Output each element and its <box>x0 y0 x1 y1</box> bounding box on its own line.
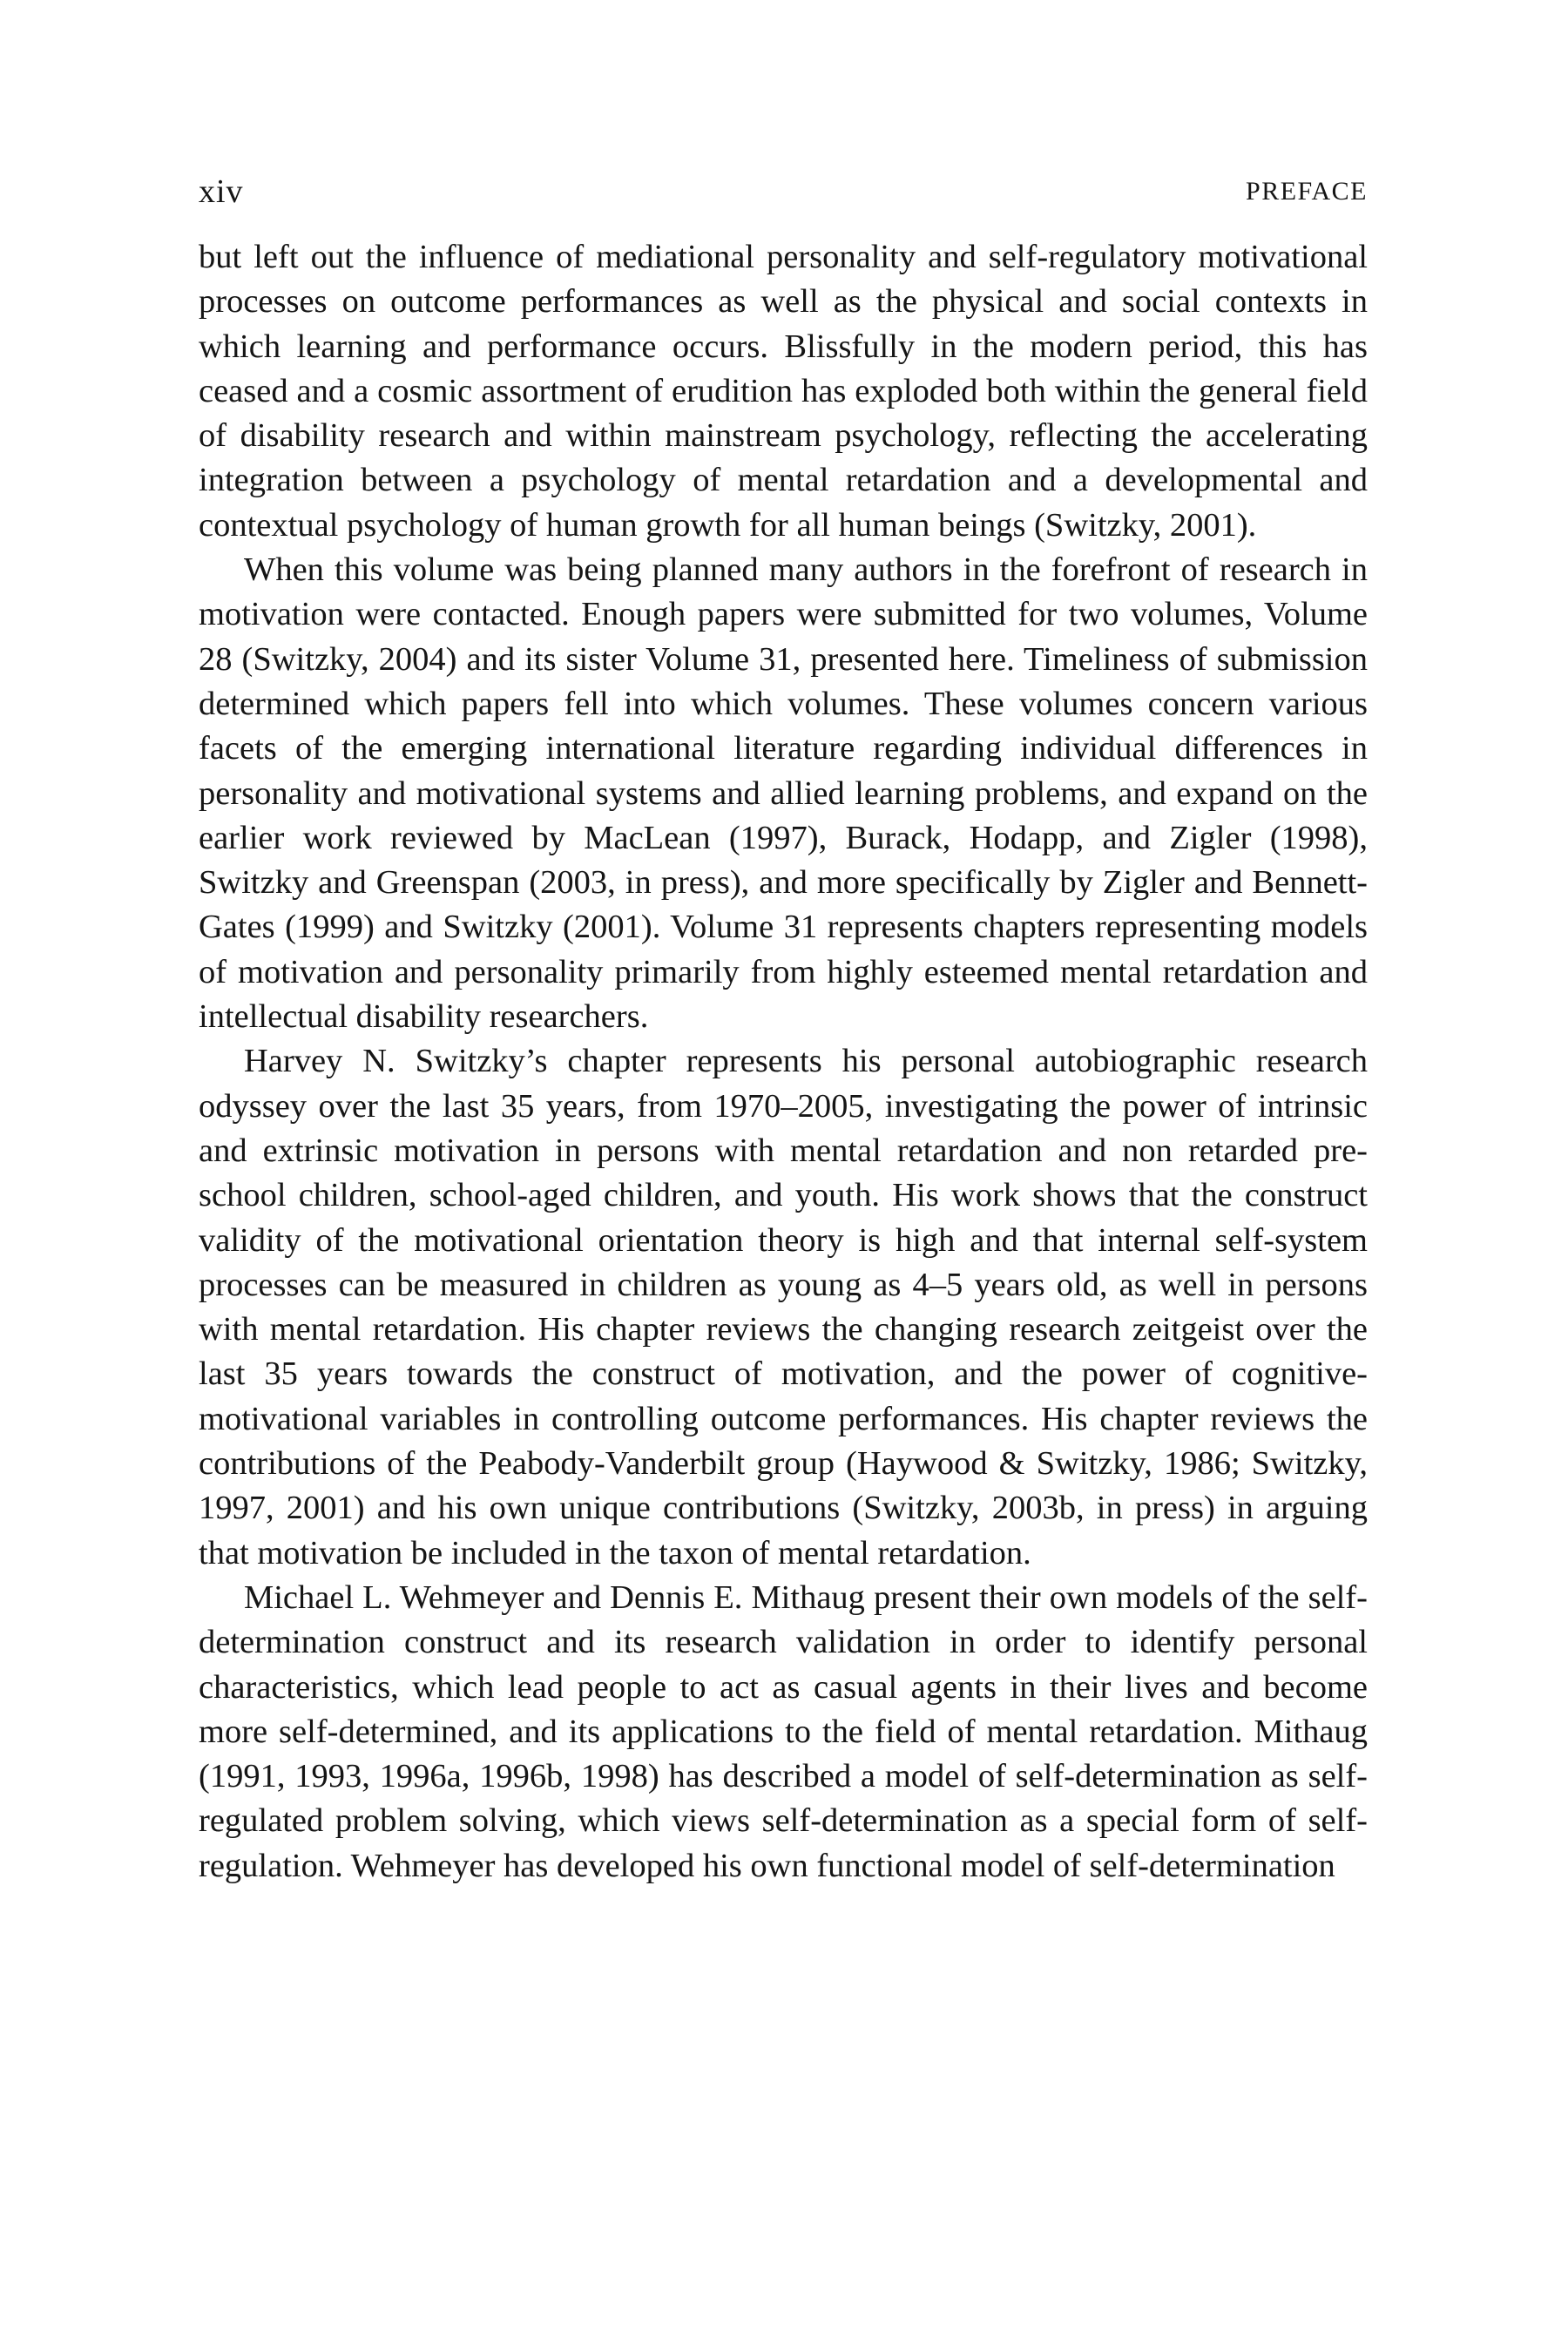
paragraph-volume-planning: When this volume was being planned many authors in the forefront of research in motivation were contacted. Enough papers were submitted for two volumes, Volume 28 (Switzky, 2004) and its sister Volume 31, presented here. Timeliness of submission determined which papers fell into which volumes. These volumes concern various facets of the emerging international literature regarding individual differences in personality and motivational systems and allied learning problems, and expand on the earlier work reviewed by MacLean (1997), Burack, Hodapp, and Zigler (1998), Switzky and Greenspan (2003, in press), and more specifically by Zigler and Bennett-Gates (1999) and Switzky (2001). Volume 31 represents chapters representing models of motivation and personality primarily from highly esteemed mental retardation and intellectual disability researchers. <box>199 551 1368 1036</box>
book-page <box>199 166 1368 1889</box>
running-head <box>199 166 1368 218</box>
paragraph-wehmeyer-mithaug: Michael L. Wehmeyer and Dennis E. Mithaug present their own models of the self-determination construct and its research validation in order to identify personal characteristics, which lead people to act as casual agents in their lives and become more self-determined, and its applications to the field of mental retardation. Mithaug (1991, 1993, 1996a, 1996b, 1998) has described a model of self-determination as self-regulated problem solving, which views self-determination as a special form of self-regulation. Wehmeyer has developed his own functional model of self-determination <box>199 1578 1368 1884</box>
paragraph-continued: but left out the influence of mediational personality and self-regulatory motivational processes on outcome performances as well as the physical and social contexts in which learning and performance occurs. Blissfully in the modern period, this has ceased and a cosmic assortment of erudition has exploded both within the general field of disability research and within mainstream psychology, reflecting the accelerating integration between a psychology of mental retardation and a developmental and contextual psychology of human growth for all human beings (Switzky, 2001). <box>199 239 1368 544</box>
running-title: PREFACE <box>1246 177 1368 206</box>
page-number: xiv <box>199 173 244 210</box>
body-text <box>199 235 1368 1889</box>
paragraph-switzky-chapter: Harvey N. Switzky’s chapter represents his personal autobiographic research odyssey over the last 35 years, from 1970–2005, investigating the power of intrinsic and extrinsic motivation in persons with mental retardation and non retarded pre-school children, school-aged children, and youth. His work shows that the construct validity of the motivational orientation theory is high and that internal self-system processes can be measured in children as young as 4–5 years old, as well in persons with mental retardation. His chapter reviews the changing research zeitgeist over the last 35 years towards the construct of motivation, and the power of cognitive-motivational variables in controlling outcome performances. His chapter reviews the contributions of the Peabody-Vanderbilt group (Haywood & Switzky, 1986; Switzky, 1997, 2001) and his own unique contributions (Switzky, 2003b, in press) in arguing that motivation be included in the taxon of mental retardation. <box>199 1043 1368 1571</box>
